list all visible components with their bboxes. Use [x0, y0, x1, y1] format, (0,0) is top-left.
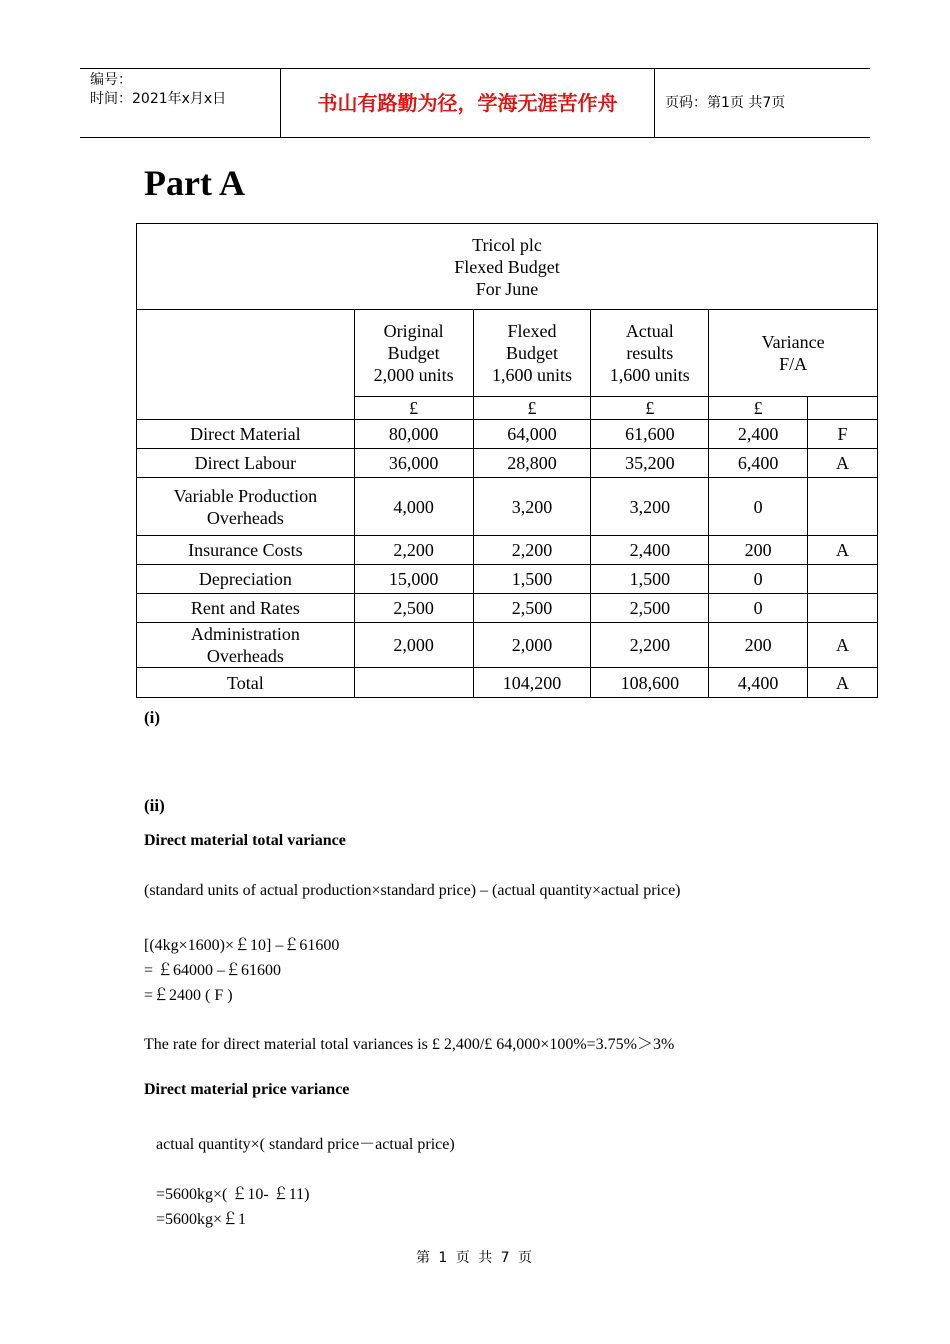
cell-variance: 0: [709, 594, 808, 623]
col-original-line1: Original: [383, 321, 444, 341]
cell-flexed: 3,200: [473, 478, 591, 536]
row-label: [137, 478, 355, 536]
col-flexed-budget: [473, 310, 591, 397]
cell-fa: A: [808, 668, 878, 698]
col-original-line2: Budget: [387, 343, 440, 363]
cell-original: 15,000: [354, 565, 473, 594]
header-time-label: 时间：2021年x月x日: [90, 91, 227, 107]
cell-fa: [808, 478, 878, 536]
col-variance-line1: Variance: [761, 332, 825, 352]
cell-variance: 4,400: [709, 668, 808, 698]
table-row: [137, 594, 878, 623]
cell-variance: 6,400: [709, 449, 808, 478]
table-row: [137, 478, 878, 536]
row-label-line: Depreciation: [198, 569, 292, 589]
row-label-line: Total: [226, 672, 264, 693]
cell-variance: 0: [709, 478, 808, 536]
part-title: Part A: [144, 163, 245, 203]
currency-symbol: £: [709, 397, 808, 420]
row-label: [137, 449, 355, 478]
table-title-row: [137, 224, 878, 310]
header-blank-cell: [137, 310, 355, 420]
col-actual-line2: results: [626, 343, 674, 363]
cell-fa: A: [808, 536, 878, 565]
budget-rows: [137, 420, 878, 698]
row-label: [137, 420, 355, 449]
dm-price-formula: actual quantity×( standard price－actual price): [156, 1136, 455, 1153]
cell-actual: 3,200: [591, 478, 709, 536]
cell-original: 2,200: [354, 536, 473, 565]
table-row: [137, 449, 878, 478]
cell-actual: 108,600: [591, 668, 709, 698]
row-label: [137, 536, 355, 565]
cell-actual: 61,600: [591, 420, 709, 449]
cell-original: 80,000: [354, 420, 473, 449]
dm-total-calc-2: = ￡64000 –￡61600: [144, 962, 282, 979]
dm-total-rate: The rate for direct material total variances is £ 2,400/£ 64,000×100%=3.75%＞3%: [144, 1036, 675, 1053]
dm-total-formula: (standard units of actual production×standard price) – (actual quantity×actual price): [144, 882, 681, 899]
row-label-line: Overheads: [206, 507, 284, 528]
section-i-label: (i): [144, 708, 161, 727]
dm-price-calc-2: =5600kg×￡1: [156, 1211, 247, 1228]
dm-price-heading: Direct material price variance: [144, 1081, 350, 1098]
page-header: [80, 68, 870, 138]
col-actual-line3: 1,600 units: [609, 365, 690, 385]
table-report-name: Flexed Budget: [454, 256, 560, 277]
table-row: [137, 668, 878, 698]
cell-fa: F: [808, 420, 878, 449]
table-row: [137, 623, 878, 668]
header-motto: 书山有路勤为径，学海无涯苦作舟: [281, 69, 655, 137]
row-label: [137, 668, 355, 698]
row-label-line: Rent and Rates: [190, 598, 300, 618]
cell-actual: 1,500: [591, 565, 709, 594]
cell-variance: 200: [709, 623, 808, 668]
currency-blank: [808, 397, 878, 420]
row-label-line: Overheads: [206, 646, 284, 666]
cell-original: 2,000: [354, 623, 473, 668]
currency-symbol: £: [591, 397, 709, 420]
table-title-cell: [137, 224, 878, 310]
column-header-row: [137, 310, 878, 397]
col-original-budget: [354, 310, 473, 397]
row-label-line: Variable Production: [173, 485, 318, 506]
cell-actual: 2,400: [591, 536, 709, 565]
table-row: [137, 420, 878, 449]
table-row: [137, 536, 878, 565]
cell-fa: A: [808, 623, 878, 668]
cell-flexed: 2,200: [473, 536, 591, 565]
header-page-info: 页码：第1页 共7页: [665, 95, 786, 111]
cell-original: 2,500: [354, 594, 473, 623]
col-flexed-line1: Flexed: [507, 321, 557, 341]
cell-fa: A: [808, 449, 878, 478]
row-label-line: Direct Material: [190, 424, 301, 444]
row-label-line: Administration: [190, 624, 300, 644]
cell-variance: 0: [709, 565, 808, 594]
cell-fa: [808, 594, 878, 623]
col-actual-line1: Actual: [625, 321, 674, 341]
currency-symbol: £: [473, 397, 591, 420]
cell-flexed: 104,200: [473, 668, 591, 698]
cell-original: [354, 668, 473, 698]
page-footer: 第 1 页 共 7 页: [415, 1250, 535, 1266]
col-flexed-line3: 1,600 units: [491, 365, 572, 385]
cell-original: 36,000: [354, 449, 473, 478]
row-label-line: Insurance Costs: [188, 540, 303, 560]
row-label: [137, 623, 355, 668]
dm-total-heading: Direct material total variance: [144, 832, 346, 849]
cell-actual: 2,200: [591, 623, 709, 668]
cell-flexed: 28,800: [473, 449, 591, 478]
section-ii-label: (ii): [144, 796, 165, 815]
cell-flexed: 1,500: [473, 565, 591, 594]
col-actual-results: [591, 310, 709, 397]
table-row: [137, 565, 878, 594]
flexed-budget-table: [136, 223, 878, 698]
cell-variance: 200: [709, 536, 808, 565]
dm-total-calc-3: =￡2400 ( F ): [144, 987, 233, 1004]
dm-total-calc-1: [(4kg×1600)×￡10] –￡61600: [144, 937, 340, 954]
table-company: Tricol plc: [472, 234, 542, 255]
table-period: For June: [475, 278, 539, 299]
header-number-label: 编号：: [90, 72, 132, 88]
col-variance-line2: F/A: [779, 354, 808, 374]
col-flexed-line2: Budget: [505, 343, 558, 363]
cell-actual: 2,500: [591, 594, 709, 623]
dm-price-calc-1: =5600kg×( ￡10- ￡11): [156, 1186, 310, 1203]
cell-actual: 35,200: [591, 449, 709, 478]
col-original-line3: 2,000 units: [373, 365, 454, 385]
cell-original: 4,000: [354, 478, 473, 536]
cell-flexed: 2,000: [473, 623, 591, 668]
row-label: [137, 594, 355, 623]
cell-flexed: 2,500: [473, 594, 591, 623]
cell-flexed: 64,000: [473, 420, 591, 449]
row-label-line: Direct Labour: [194, 453, 297, 473]
cell-fa: [808, 565, 878, 594]
header-meta: [80, 69, 281, 137]
cell-variance: 2,400: [709, 420, 808, 449]
currency-symbol: £: [354, 397, 473, 420]
col-variance: [709, 310, 878, 397]
row-label: [137, 565, 355, 594]
